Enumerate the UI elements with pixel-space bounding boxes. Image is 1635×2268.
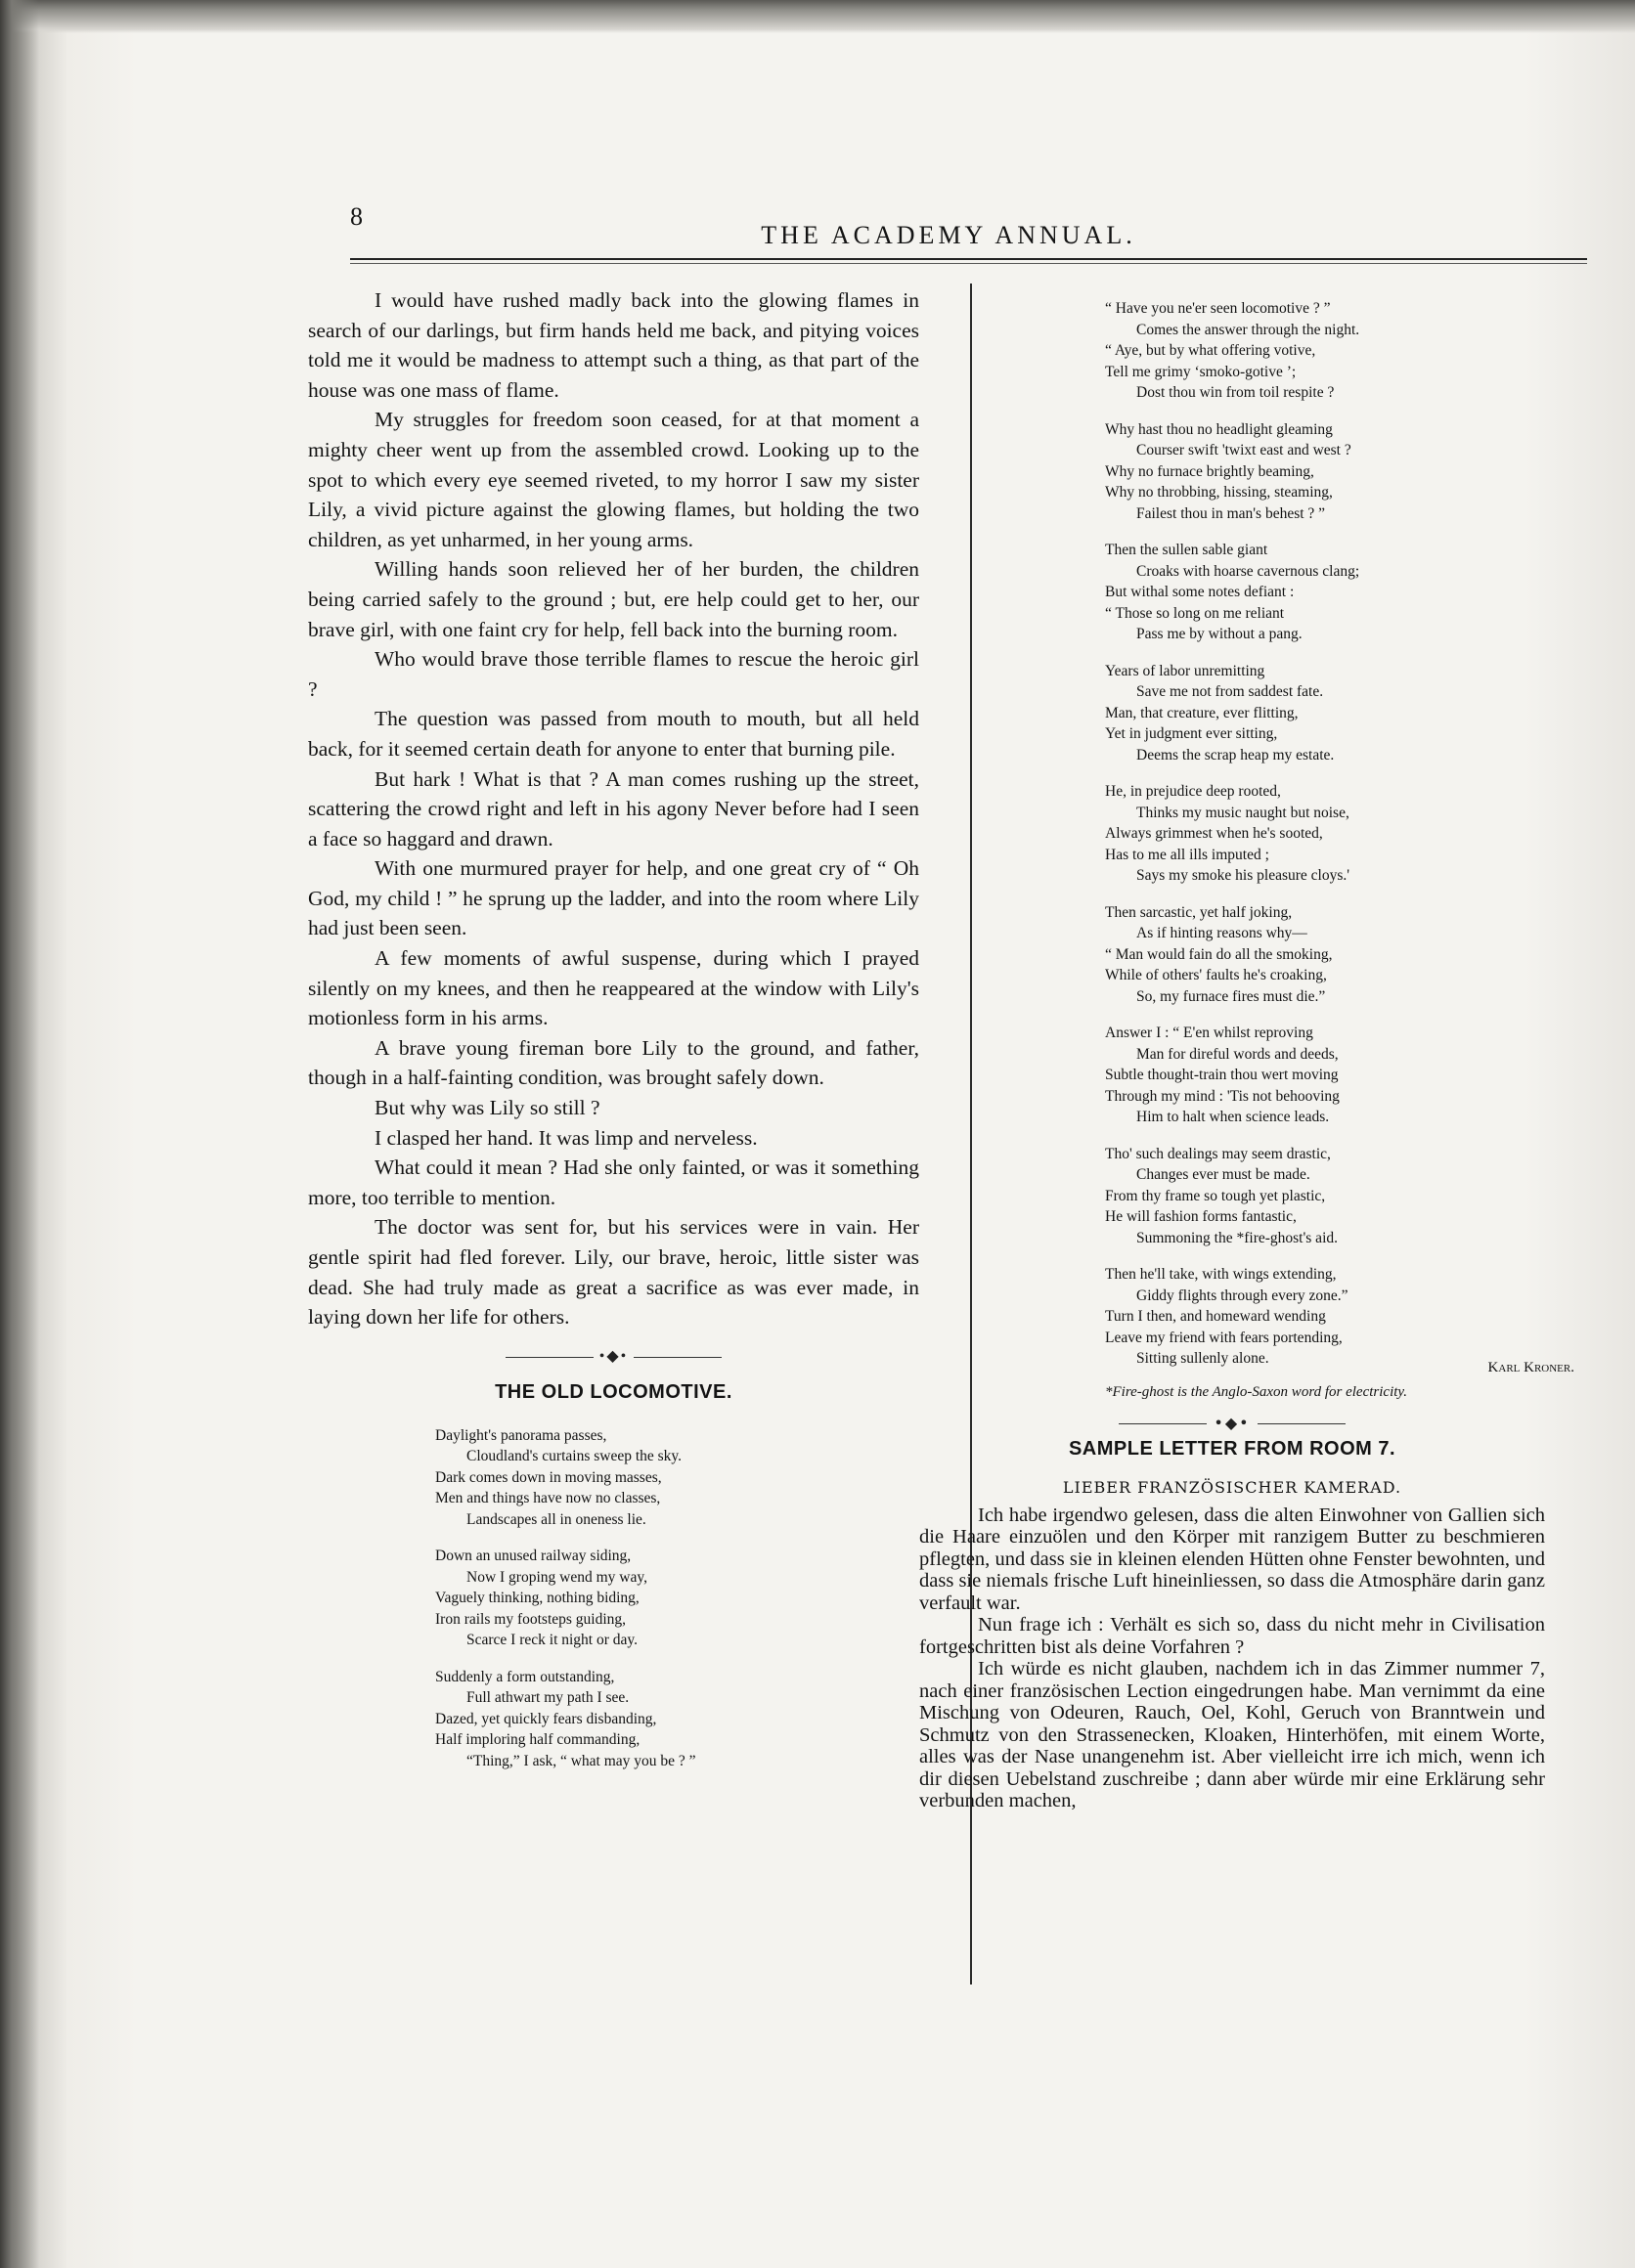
poem-line: “ Aye, but by what offering votive, [1105,342,1316,359]
poem-line: Through my mind : 'Tis not behooving [1105,1087,1340,1105]
paragraph: A few moments of awful suspense, during which I prayed silently on my knees, and then he reappeared at the window with Lily's motionless form in his arms. [308,946,919,1030]
page-shadow-left [0,0,39,2268]
poem-line: Man, that creature, ever flitting, [1105,704,1299,721]
paragraph: My struggles for freedom soon ceased, for at that moment a mighty cheer went up from the assembled crowd. Looking up to the spot to which every eye seemed riveted, to my horror I saw my sister Lily, a vivid picture against the glowing flames, but holding the two children, as yet unharmed, in her young arms. [308,408,919,551]
paragraph: The doctor was sent for, but his services were in vain. Her gentle spirit had fled forever. Lily, our brave, heroic, little sister was dead. She had truly made as great a sacrifice as was ever made, in laying down her life for others. [308,1215,919,1330]
poem-line: Years of labor unremitting [1105,662,1265,679]
poem-line: Then the sullen sable giant [1105,542,1268,558]
poem-signature: Karl Kroner. [1487,1359,1574,1375]
ornament-glyph: •◆• [598,1347,629,1365]
poem-line: Why no furnace brightly beaming, [1105,462,1314,480]
poem-line: So, my furnace fires must die.” [1136,987,1326,1005]
poem-line: Save me not from saddest fate. [1136,683,1324,700]
poem-line: He, in prejudice deep rooted, [1105,783,1281,800]
paragraph: But why was Lily so still ? [375,1096,600,1120]
poem-stanza [1105,902,1574,1008]
poem-stanza [1105,1023,1574,1128]
paragraph: The question was passed from mouth to mouth, but all held back, for it seemed certain death for anyone to enter that burning pile. [308,707,919,761]
poem-line: Sitting sullenly alone. [1136,1350,1269,1367]
section-ornament [919,1414,1545,1432]
poem-line: But withal some notes defiant : [1105,584,1295,600]
poem-line: Half imploring half commanding, [435,1731,641,1749]
poem-line: Courser swift 'twixt east and west ? [1136,442,1351,458]
poem-stanza [435,1425,919,1531]
poem-line: Summoning the *fire-ghost's aid. [1136,1229,1338,1246]
poem-line: While of others' faults he's croaking, [1105,967,1327,983]
poem-line: “ Man would fain do all the smoking, [1105,945,1333,963]
paragraph: With one murmured prayer for help, and one great cry of “ Oh God, my child ! ” he sprung up the ladder, and into the room where Lily had just been seen. [308,856,919,940]
poem-line: Dost thou win from toil respite ? [1136,384,1335,401]
poem-line: Dark comes down in moving masses, [435,1468,662,1486]
poem-line: Why hast thou no headlight gleaming [1105,420,1333,438]
paragraph: Ich würde es nicht glauben, nachdem ich in das Zimmer nummer 7, nach einer französischen Lection eingedrungen habe. Man vernimmt da eine Mischung von Odeuren, Rauch, Oel, Kohl, Geruch von Branntwein und Schmutz von den Strassenecken, Kloaken, Hinterhöfen, mit einem Worte, alles was der Nase unangenehm ist. Aber vielleicht irre ich mich, wenn ich dir diesen Uebelstand zuschreibe ; dann aber würde mir eine Erklärung sehr verbunden machen, [919,1658,1545,1811]
poem-line: “ Have you ne'er seen locomotive ? ” [1105,300,1331,317]
poem-line: Down an unused railway siding, [435,1548,632,1565]
poem-line: Full athwart my path I see. [466,1689,630,1707]
paragraph: But hark ! What is that ? A man comes rushing up the street, scattering the crowd right and left in his agony Never before had I seen a face so haggard and drawn. [308,766,919,850]
poem-line: He will fashion forms fantastic, [1105,1208,1297,1225]
poem-line: Changes ever must be made. [1136,1166,1310,1183]
paragraph: Ich habe irgendwo gelesen, dass die alten Einwohner von Gallien sich die Haare einzuölen und den Körper mit ranzigem Butter zu beschmieren pflegten, und dass sie in kleinen elenden Hütten ohne Fenster bewohnten, und dass sie niemals frische Luft hineinliessen, so dass die Atmosphäre darin ganz verfault war. [919,1504,1545,1614]
poem-stanza [435,1546,919,1651]
poem-line: Answer I : “ E'en whilst reproving [1105,1025,1313,1041]
poem-line: Tell me grimy ‘smoko-gotive ’; [1105,363,1297,380]
story-text [308,285,919,1332]
poem-line: Comes the answer through the night. [1136,321,1360,338]
letter-salutation: LIEBER FRANZÖSISCHER KAMERAD. [1062,1477,1402,1497]
right-column [919,298,1574,1812]
poem-line: Turn I then, and homeward wending [1105,1308,1326,1325]
page-shadow-top [0,0,1635,33]
poem-line: Vaguely thinking, nothing biding, [435,1590,640,1607]
poem-line: Says my smoke his pleasure cloys.' [1136,867,1350,884]
poem-line: Why no throbbing, hissing, steaming, [1105,484,1333,501]
section-ornament [308,1342,919,1373]
running-head: THE ACADEMY ANNUAL. [761,221,1136,249]
poem-stanza [1105,1264,1574,1370]
poem-line: Then sarcastic, yet half joking, [1105,903,1293,921]
poem-stanza [1105,540,1574,645]
poem-line: “ Those so long on me reliant [1105,604,1285,622]
poem-line: Pass me by without a pang. [1136,626,1303,642]
poem-stanza [435,1667,919,1772]
poem-line: Yet in judgment ever sitting, [1105,725,1278,742]
poem-stanza [1105,298,1574,404]
poem-stanza [1105,781,1574,887]
footnote: *Fire-ghost is the Anglo-Saxon word for electricity. [1105,1384,1407,1400]
poem-line: Tho' such dealings may seem drastic, [1105,1145,1331,1162]
poem-line: Has to me all ills imputed ; [1105,846,1269,863]
poem-stanza [1105,1144,1574,1249]
paragraph: I clasped her hand. It was limp and nerveless. [375,1125,758,1150]
poem-stanza [1105,661,1574,766]
poem-line: Iron rails my footsteps guiding, [435,1610,627,1628]
poem-line: Scarce I reck it night or day. [466,1632,639,1649]
poem-line: Deems the scrap heap my estate. [1136,746,1335,763]
page-number: 8 [350,202,363,231]
poem-line: “Thing,” I ask, “ what may you be ? ” [466,1752,696,1769]
paragraph: What could it mean ? Had she only fainted, or was it something more, too terrible to mention. [308,1156,919,1209]
poem-line: Leave my friend with fears portending, [1105,1329,1343,1346]
letter-title: SAMPLE LETTER FROM ROOM 7. [1068,1437,1396,1460]
header-rule [350,258,1587,264]
poem-title: THE OLD LOCOMOTIVE. [495,1381,732,1404]
poem-line: Croaks with hoarse cavernous clang; [1136,562,1360,580]
poem-line: Suddenly a form outstanding, [435,1668,615,1685]
paragraph: Nun frage ich : Verhält es sich so, dass du nicht mehr in Civilisation fortgeschritten bist als deine Vorfahren ? [919,1614,1545,1658]
poem-line: Dazed, yet quickly fears disbanding, [435,1710,657,1727]
poem-line: Subtle thought-train thou wert moving [1105,1067,1339,1083]
paragraph: I would have rushed madly back into the glowing flames in search of our darlings, but firm hands held me back, and pitying voices told me it would be madness to attempt such a thing, as that part of the house was one mass of flame. [308,288,919,402]
ornament-glyph: •◆• [1214,1413,1251,1432]
left-column [308,285,919,1787]
poem-old-locomotive-part-2 [1085,298,1574,1370]
poem-line: Now I groping wend my way, [466,1568,647,1586]
poem-line: Men and things have now no classes, [435,1490,661,1507]
paragraph: Who would brave those terrible flames to rescue the heroic girl ? [308,647,919,701]
poem-stanza [1105,419,1574,525]
poem-line: Cloudland's curtains sweep the sky. [466,1448,683,1465]
letter-text [919,1505,1545,1812]
poem-line: Landscapes all in oneness lie. [466,1510,646,1528]
poem-line: Daylight's panorama passes, [435,1426,607,1444]
poem-line: Then he'll take, with wings extending, [1105,1266,1337,1283]
poem-line: Man for direful words and deeds, [1136,1045,1339,1063]
poem-line: Always grimmest when he's sooted, [1105,825,1323,842]
poem-old-locomotive-part-1 [308,1425,919,1772]
poem-line: Failest thou in man's behest ? ” [1136,504,1326,522]
paragraph: A brave young fireman bore Lily to the ground, and father, though in a half-fainting condition, was brought safely down. [308,1035,919,1090]
poem-line: Thinks my music naught but noise, [1136,804,1349,821]
poem-line: Him to halt when science leads. [1136,1109,1330,1125]
paragraph: Willing hands soon relieved her of her burden, the children being carried safely to the ground ; but, ere help could get to her, our brave girl, with one faint cry for help, fell back into the burning room. [308,557,919,641]
poem-line: Giddy flights through every zone.” [1136,1287,1348,1304]
poem-line: As if hinting reasons why— [1136,925,1307,941]
poem-line: From thy frame so tough yet plastic, [1105,1187,1326,1204]
